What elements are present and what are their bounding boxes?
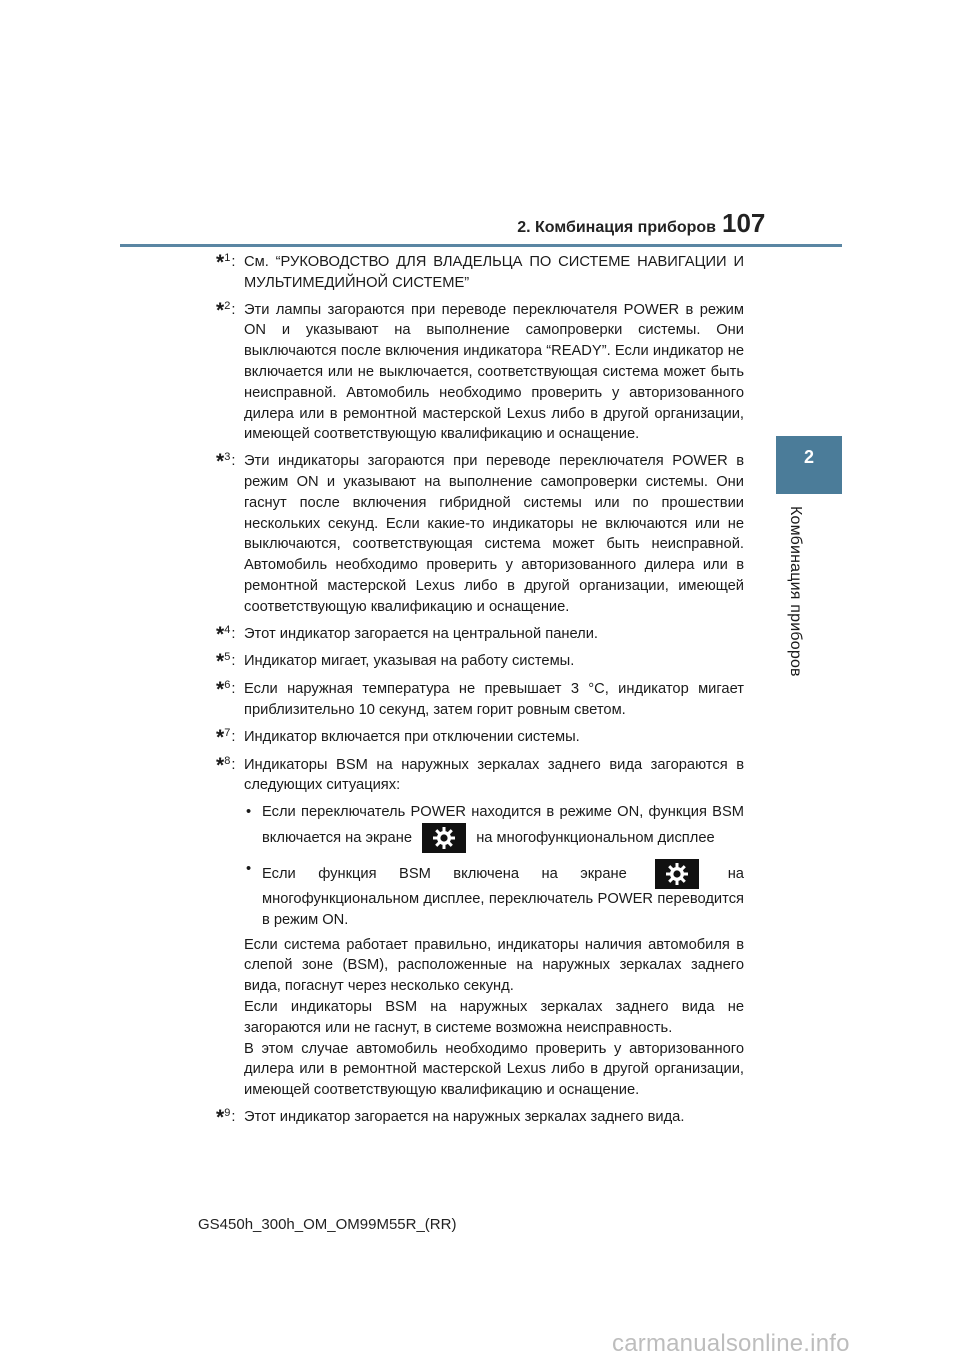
footnote-3 [216,451,744,617]
footnote-text: Индикатор включается при отключении системы. [244,728,580,745]
footnote-marker: *$^3$: [216,450,236,474]
footnote-text: Этот индикатор загорается на наружных зеркалах заднего вида. [244,1108,685,1125]
page-number: 107 [722,208,766,238]
footnote-1 [216,252,744,294]
chapter-tab [776,436,842,494]
footnote-marker: *$^8$: [216,753,236,777]
footnote-8 [216,755,744,1101]
bsm-paragraph-3: В этом случае автомобиль необходимо проверить у авторизованного дилера или в ремонтной мастерской Lexus либо в другой организации, имеющей соответствующую квалификацию и оснащение. [244,1040,744,1099]
footnote-marker: *$^4$: [216,622,236,646]
footnote-marker: *$^6$: [216,678,236,702]
document-code: GS450h_300h_OM_OM99M55R_(RR) [198,1216,457,1233]
bullet-dot: • [246,804,252,821]
footnote-5 [216,651,744,673]
footnote-6 [216,679,744,721]
footnote-text [244,755,744,1101]
bullet-dot: • [246,860,252,877]
footnote-text: Этот индикатор загорается на центральной панели. [244,625,599,642]
footnote-marker: *$^9$: [216,1105,236,1129]
footnote-marker: *$^5$: [216,650,236,674]
header-divider [120,244,842,247]
footnote-text: Если наружная температура не превышает 3 °C, индикатор мигает приблизительно 10 секунд, затем горит ровным светом. [244,681,744,718]
footnote-marker: *$^1$: [216,251,236,274]
gear-icon [655,859,699,889]
bullet-text: на многофункциональном дисплее [476,829,715,846]
bsm-bullet-2 [244,859,744,931]
bsm-paragraph-2: Если индикаторы BSM на наружных зеркалах заднего вида не загораются или не гаснут, в системе возможна неисправность. [244,998,744,1036]
footnote-9 [216,1107,744,1129]
bullet-text: Если функция BSM включена на экране [262,865,627,882]
bsm-intro: Индикаторы BSM на наружных зеркалах заднего вида загораются в следующих ситуациях: [244,756,744,794]
bsm-paragraph-1: Если система работает правильно, индикаторы наличия автомобиля в слепой зоне (BSM), расположенные на наружных зеркалах заднего вида, погаснут через несколько секунд. [244,936,744,995]
footnote-text: См. “РУКОВОДСТВО ДЛЯ ВЛАДЕЛЬЦА ПО СИСТЕМЕ НАВИГАЦИИ И МУЛЬТИМЕДИЙНОЙ СИСТЕМЕ” [244,254,744,291]
gear-icon [422,823,466,853]
footnote-marker: *$^7$: [216,725,236,749]
footnote-2 [216,300,744,446]
footnote-text: Индикатор мигает, указывая на работу системы. [244,653,575,670]
chapter-side-title: Комбинация приборов [787,506,804,677]
footnote-7 [216,727,744,749]
footnote-text: Эти лампы загораются при переводе переключателя POWER в режим ON и указывают на выполнение самопроверки системы. Они выключаются после включения индикатора “READY”. Если индикатор не включается или не выключается, соответствующая система может быть неисправной. Автомобиль необходимо проверить у авторизованного дилера или в ремонтной мастерской Lexus либо в другой организации, имеющей соответствующую квалификацию и оснащение. [244,301,744,443]
bullet-text: на многофункциональном дисплее, переключатель POWER переводится в режим ON. [262,865,744,928]
watermark: carmanualsonline.info [612,1330,850,1357]
bsm-bullet-1 [244,802,744,853]
bullet-text: Если переключатель POWER находится в режиме ON, функция BSM включается на экране [262,804,744,846]
chapter-number: 2 [803,447,814,467]
footnotes [216,252,744,1135]
footnote-4 [216,624,744,646]
footnote-marker: *$^2$: [216,298,236,322]
section-title: 2. Комбинация приборов [517,219,716,236]
footnote-text: Эти индикаторы загораются при переводе переключателя POWER в режим ON и указывают на выполнение самопроверки системы. Они гаснут после включения гибридной системы или по прошествии нескольких секунд. Если какие-то индикаторы не включаются или не выключаются, соответствующая система может быть неисправной. Автомобиль необходимо проверить у авторизованного дилера или в ремонтной мастерской Lexus либо в другой организации, имеющей соответствующую квалификацию и оснащение. [244,453,744,615]
